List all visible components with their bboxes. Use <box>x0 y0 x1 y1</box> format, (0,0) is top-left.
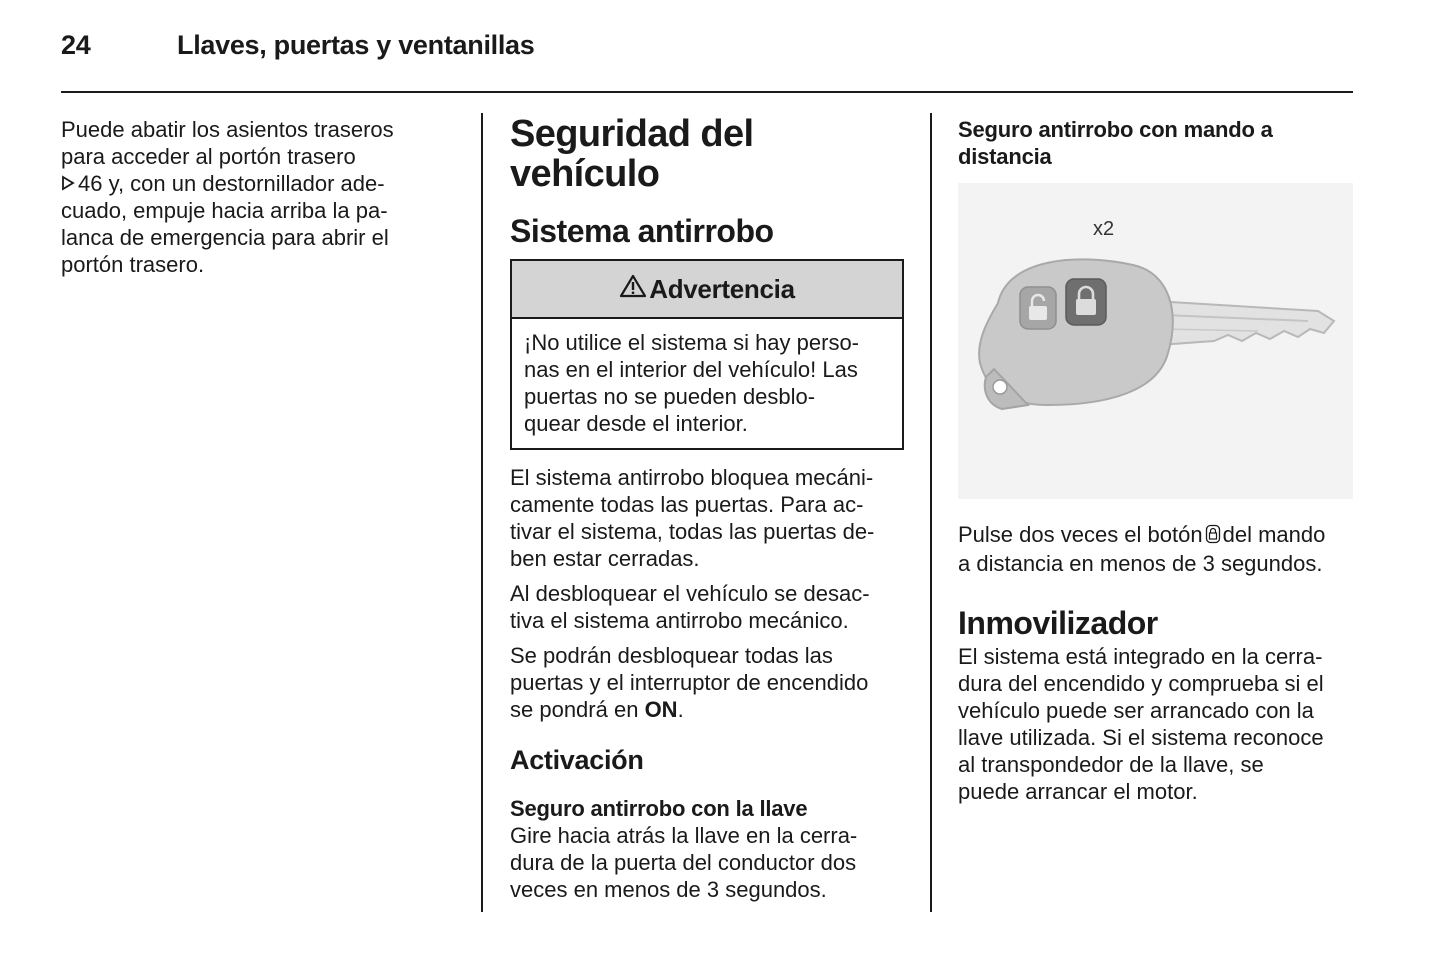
column-left <box>61 116 461 286</box>
ignition-paragraph <box>510 642 910 723</box>
warning-text <box>512 319 902 448</box>
section-title: Llaves, puertas y ventanillas <box>177 30 535 60</box>
column-divider-2 <box>930 113 932 912</box>
remote-lock-label <box>958 116 1358 170</box>
text-line: Al desbloquear el vehículo se desac- <box>510 581 870 606</box>
on-position-label: ON <box>644 697 678 722</box>
text-line: 46 y, con un destornillador ade- <box>61 170 461 197</box>
column-right-lower <box>958 521 1358 813</box>
text-line: nas en el interior del vehículo! Las <box>524 357 858 382</box>
text-line: El sistema antirrobo bloquea mecáni- <box>510 465 874 490</box>
column-divider-1 <box>481 113 483 912</box>
page-reference-arrow-icon[interactable] <box>61 170 78 197</box>
press-twice-label: x2 <box>1093 218 1115 240</box>
text-line: distancia <box>958 144 1052 169</box>
text-line: tiva el sistema antirrobo mecánico. <box>510 608 849 633</box>
immobilizer-heading: Inmovilizador <box>958 605 1158 641</box>
text-line: veces en menos de 3 segundos. <box>510 877 827 902</box>
text-line: cuado, empuje hacia arriba la pa- <box>61 198 388 223</box>
text-line: dura de la puerta del conductor dos <box>510 850 857 875</box>
text-line: se pondrá en ON. <box>510 697 684 722</box>
warning-header <box>512 261 902 319</box>
text-line: ben estar cerradas. <box>510 546 700 571</box>
text-line: puertas no se pueden desblo- <box>524 384 816 409</box>
text-line: llave utilizada. Si el sistema reconoce <box>958 725 1324 750</box>
chapter-title: Seguridad del vehículo <box>510 113 754 195</box>
activation-heading: Activación <box>510 745 644 775</box>
text-line: dura del encendido y comprueba si el <box>958 671 1324 696</box>
text-line: para acceder al portón trasero <box>61 144 356 169</box>
text-line: a distancia en menos de 3 segundos. <box>958 551 1323 576</box>
warning-box <box>510 259 904 450</box>
warning-heading: Advertencia <box>649 273 795 304</box>
column-middle <box>510 114 910 911</box>
key-lock-paragraph <box>510 822 910 903</box>
text-line: vehículo puede ser arrancado con la <box>958 698 1314 723</box>
text-line: puede arrancar el motor. <box>958 779 1198 804</box>
antitheft-paragraph <box>510 464 910 572</box>
warning-triangle-icon <box>619 274 647 305</box>
lock-button-icon <box>1205 523 1221 550</box>
text-line: Pulse dos veces el botón del mando <box>958 521 1358 550</box>
text-line: camente todas las puertas. Para ac- <box>510 492 864 517</box>
car-key-remote-icon <box>958 183 1353 499</box>
text-line: Seguro antirrobo con mando a <box>958 117 1273 142</box>
unlock-paragraph <box>510 580 910 634</box>
section-heading: Sistema antirrobo <box>510 213 774 249</box>
text-line: El sistema está integrado en la cerra- <box>958 644 1323 669</box>
key-lock-label: Seguro antirrobo con la llave <box>510 796 808 821</box>
text-line: Gire hacia atrás la llave en la cerra- <box>510 823 858 848</box>
text-line: puertas y el interruptor de encendido <box>510 670 869 695</box>
text-line: lanca de emergencia para abrir el <box>61 225 389 250</box>
key-remote-figure <box>958 183 1353 499</box>
text-line: Puede abatir los asientos traseros <box>61 117 394 142</box>
text-line: quear desde el interior. <box>524 411 748 436</box>
column-right <box>958 116 1358 170</box>
page-number: 24 <box>61 30 91 60</box>
text-line: Se podrán desbloquear todas las <box>510 643 833 668</box>
text-line: ¡No utilice el sistema si hay perso- <box>524 330 860 355</box>
text-line: tivar el sistema, todas las puertas de- <box>510 519 875 544</box>
text-line: al transpondedor de la llave, se <box>958 752 1264 777</box>
immobilizer-paragraph <box>958 643 1358 805</box>
header-rule <box>61 91 1353 93</box>
text-line: portón trasero. <box>61 252 205 277</box>
rear-seat-paragraph <box>61 116 461 278</box>
remote-lock-paragraph <box>958 521 1358 577</box>
